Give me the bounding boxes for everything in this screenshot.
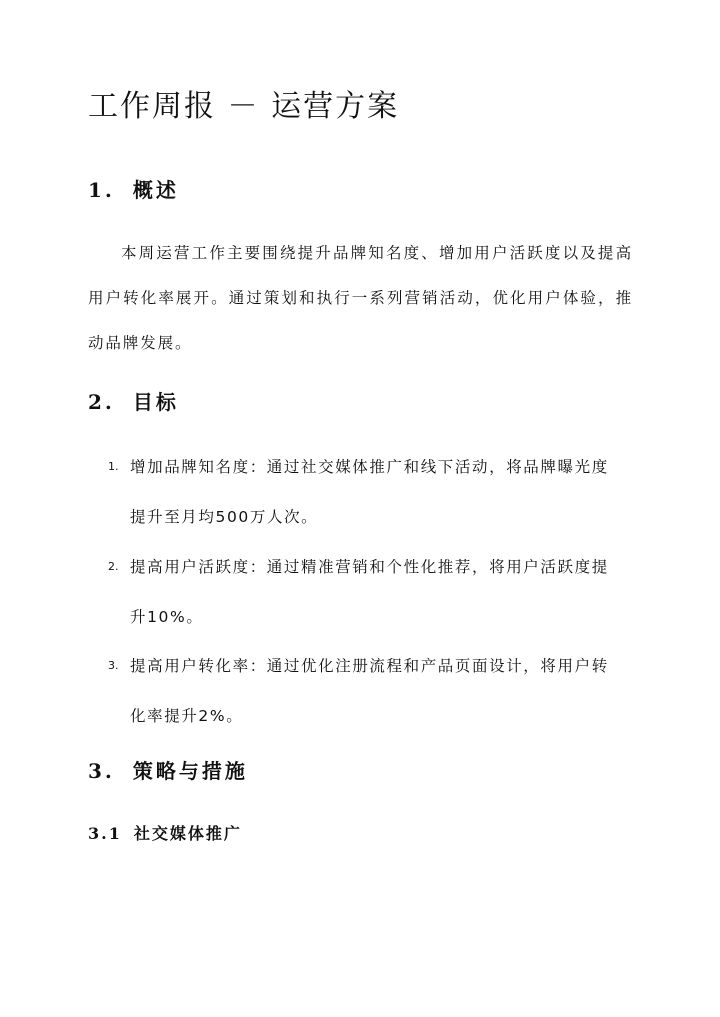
section-number: 1. xyxy=(88,178,115,202)
goal-list-item xyxy=(88,442,633,542)
section-number: 3. xyxy=(88,759,115,783)
list-marker: 1. xyxy=(108,460,119,473)
subsection-title: 社交媒体推广 xyxy=(133,824,242,843)
list-item-text: 提高用户活跃度：通过精准营销和个性化推荐，将用户活跃度提升10%。 xyxy=(130,558,609,626)
goal-list-item xyxy=(88,542,633,642)
list-item-text: 提高用户转化率：通过优化注册流程和产品页面设计，将用户转化率提升2%。 xyxy=(130,657,609,725)
section-title: 概述 xyxy=(132,178,179,202)
section-heading-goals xyxy=(88,387,179,417)
section-heading-overview xyxy=(88,175,179,205)
list-marker: 2. xyxy=(108,560,119,573)
section-heading-strategy xyxy=(88,756,248,786)
subsection-heading-social-media xyxy=(88,822,242,846)
section-title: 目标 xyxy=(132,390,179,414)
document-title: 工作周报 － 运营方案 xyxy=(88,89,400,124)
goal-list-item xyxy=(88,641,633,741)
overview-paragraph: 本周运营工作主要围绕提升品牌知名度、增加用户活跃度以及提高用户转化率展开。通过策划和执行一系列营销活动，优化用户体验，推动品牌发展。 xyxy=(88,244,633,352)
subsection-number: 3.1 xyxy=(88,824,122,843)
list-marker: 3. xyxy=(108,659,119,672)
list-item-text: 增加品牌知名度：通过社交媒体推广和线下活动，将品牌曝光度提升至月均500万人次。 xyxy=(130,458,609,526)
section-title: 策略与措施 xyxy=(132,759,248,783)
section-number: 2. xyxy=(88,390,115,414)
